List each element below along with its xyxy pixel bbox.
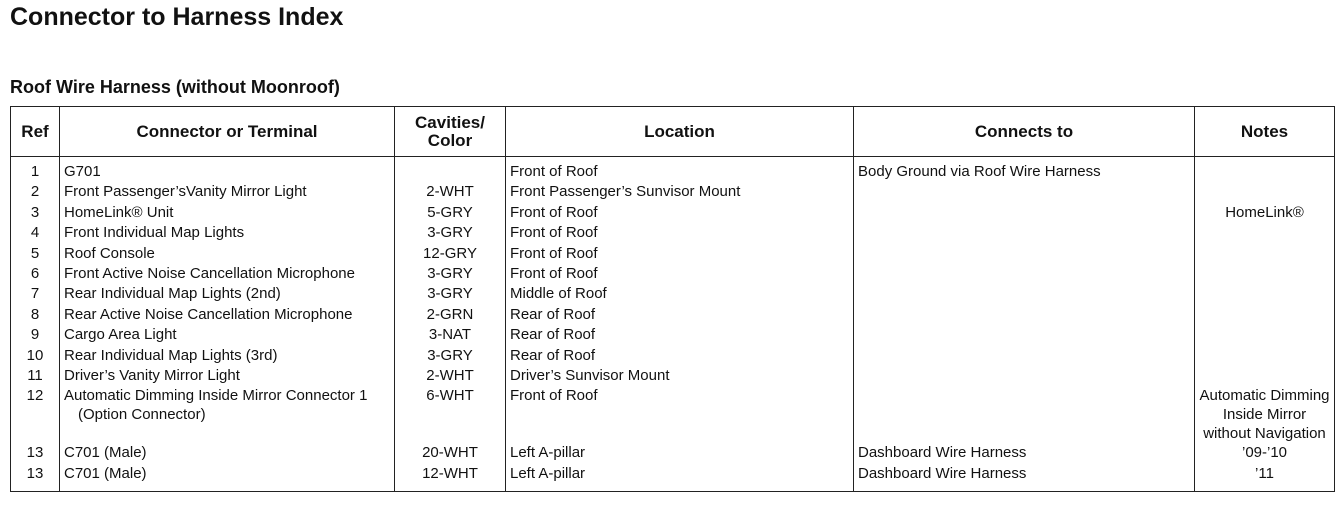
location-cell-text: Rear of Roof	[510, 346, 596, 364]
location-cell-text: Front of Roof	[510, 264, 598, 282]
ref-cell-text: 1	[30, 163, 40, 180]
page-title: Connector to Harness Index	[10, 3, 344, 31]
location-cell-text: Front of Roof	[510, 224, 598, 242]
notes-cell	[1195, 346, 1335, 366]
location-cell-text: Driver’s Sunvisor Mount	[510, 366, 670, 384]
location-cell	[506, 464, 854, 492]
cavities-cell	[395, 443, 506, 463]
connector-cell-text: Roof Console	[64, 244, 155, 262]
location-cell-text: Front of Roof	[510, 203, 598, 221]
location-cell	[506, 305, 854, 325]
connector-cell	[60, 386, 395, 443]
connector-cell	[60, 157, 395, 183]
cavities-cell	[395, 366, 506, 386]
location-cell	[506, 443, 854, 463]
header-connects-to: Connects to	[854, 107, 1195, 157]
connects-to-cell	[854, 366, 1195, 386]
connector-cell	[60, 346, 395, 366]
notes-cell	[1195, 366, 1335, 386]
cavities-cell	[395, 305, 506, 325]
ref-cell-text: 6	[30, 264, 40, 282]
connects-to-cell	[854, 443, 1195, 463]
connects-to-cell-text: Body Ground via Roof Wire Harness	[858, 163, 1101, 180]
connector-cell	[60, 223, 395, 243]
ref-cell	[11, 325, 60, 345]
cavities-cell-text: 2-WHT	[426, 366, 474, 384]
ref-cell-text: 10	[26, 346, 44, 364]
connector-cell-text: Driver’s Vanity Mirror Light	[64, 366, 240, 384]
location-cell-text: Front Passenger’s Sunvisor Mount	[510, 183, 741, 201]
table-row	[11, 157, 1335, 183]
table-row	[11, 284, 1335, 304]
table-row	[11, 464, 1335, 492]
connector-cell	[60, 305, 395, 325]
header-notes: Notes	[1195, 107, 1335, 157]
cavities-cell	[395, 264, 506, 284]
location-cell-text: Rear of Roof	[510, 326, 596, 344]
connects-to-cell-text: Dashboard Wire Harness	[858, 464, 1027, 482]
cavities-cell	[395, 464, 506, 492]
table-row	[11, 366, 1335, 386]
ref-cell-text: 5	[30, 244, 40, 262]
cavities-cell-text: 3-GRY	[427, 224, 473, 242]
ref-cell	[11, 223, 60, 243]
notes-cell	[1195, 203, 1335, 223]
cavities-cell-text: 2-GRN	[426, 305, 474, 323]
connects-to-cell	[854, 464, 1195, 492]
location-cell	[506, 157, 854, 183]
cavities-cell	[395, 244, 506, 264]
connector-cell	[60, 182, 395, 202]
table-row	[11, 223, 1335, 243]
ref-cell-text: 11	[27, 366, 43, 384]
cavities-cell	[395, 182, 506, 202]
connector-cell-text: Front Individual Map Lights	[64, 224, 245, 242]
connector-index-table	[10, 106, 1335, 492]
ref-cell-text: 4	[30, 224, 40, 242]
cavities-cell-text: 20-WHT	[422, 444, 478, 462]
notes-cell	[1195, 464, 1335, 492]
cavities-cell-text: 3-NAT	[428, 326, 472, 344]
table-row	[11, 386, 1335, 443]
connector-cell	[60, 264, 395, 284]
cavities-cell	[395, 223, 506, 243]
connector-cell	[60, 244, 395, 264]
ref-cell-text: 9	[30, 326, 40, 344]
location-cell-text: Front of Roof	[510, 244, 598, 262]
table-row	[11, 244, 1335, 264]
notes-cell-text: ’11	[1255, 464, 1274, 482]
connects-to-cell	[854, 325, 1195, 345]
location-cell	[506, 366, 854, 386]
notes-cell	[1195, 325, 1335, 345]
notes-cell	[1195, 223, 1335, 243]
connector-cell	[60, 203, 395, 223]
connector-cell-text: Cargo Area Light	[64, 326, 177, 344]
cavities-cell	[395, 346, 506, 366]
cavities-cell	[395, 157, 506, 183]
location-cell	[506, 182, 854, 202]
ref-cell	[11, 305, 60, 325]
location-cell	[506, 386, 854, 443]
connects-to-cell	[854, 346, 1195, 366]
connects-to-cell	[854, 305, 1195, 325]
cavities-cell-text: 5-GRY	[427, 203, 473, 221]
cavities-cell-text: 3-GRY	[427, 346, 473, 364]
connects-to-cell	[854, 157, 1195, 183]
cavities-cell-text: 12-WHT	[422, 464, 478, 482]
cavities-cell	[395, 325, 506, 345]
location-cell-text: Left A-pillar	[510, 464, 586, 482]
ref-cell	[11, 244, 60, 264]
ref-cell-text: 8	[30, 305, 40, 323]
connector-cell	[60, 443, 395, 463]
connects-to-cell	[854, 264, 1195, 284]
connector-cell	[60, 284, 395, 304]
notes-cell	[1195, 264, 1335, 284]
ref-cell	[11, 346, 60, 366]
location-cell-text: Rear of Roof	[510, 305, 596, 323]
cavities-cell-text: 6-WHT	[426, 387, 474, 405]
notes-cell-text: Automatic Dimming Inside Mirror without Navigation	[1199, 387, 1330, 443]
connects-to-cell	[854, 223, 1195, 243]
cavities-cell	[395, 386, 506, 443]
connects-to-cell	[854, 284, 1195, 304]
location-cell-text: Left A-pillar	[510, 444, 586, 462]
location-cell	[506, 203, 854, 223]
connects-to-cell	[854, 244, 1195, 264]
connector-cell-text: Rear Individual Map Lights (2nd)	[64, 285, 281, 303]
connector-cell-text: Front Passenger’sVanity Mirror Light	[64, 183, 307, 201]
section-title: Roof Wire Harness (without Moonroof)	[10, 77, 340, 97]
connector-cell-text: Rear Active Noise Cancellation Microphone	[64, 305, 353, 323]
connects-to-cell-text: Dashboard Wire Harness	[858, 444, 1027, 462]
connector-cell-text: Rear Individual Map Lights (3rd)	[64, 346, 278, 364]
location-cell	[506, 346, 854, 366]
cavities-cell-text: 12-GRY	[423, 244, 477, 262]
table-row	[11, 325, 1335, 345]
table-body	[11, 157, 1335, 492]
ref-cell-text: 7	[30, 285, 40, 303]
connector-cell	[60, 366, 395, 386]
ref-cell	[11, 157, 60, 183]
header-connector: Connector or Terminal	[60, 107, 395, 157]
location-cell	[506, 325, 854, 345]
ref-cell-text: 12	[26, 387, 44, 405]
location-cell-text: Front of Roof	[510, 387, 598, 405]
connector-cell-text: Automatic Dimming Inside Mirror Connector 1	[64, 387, 368, 405]
notes-cell	[1195, 443, 1335, 463]
ref-cell	[11, 366, 60, 386]
location-cell	[506, 284, 854, 304]
table-row	[11, 346, 1335, 366]
table-row	[11, 203, 1335, 223]
header-cavities-line2: Color	[427, 130, 473, 150]
ref-cell	[11, 182, 60, 202]
location-cell	[506, 264, 854, 284]
header-location: Location	[506, 107, 854, 157]
ref-cell	[11, 203, 60, 223]
location-cell	[506, 223, 854, 243]
ref-cell	[11, 443, 60, 463]
ref-cell-text: 3	[30, 203, 40, 221]
ref-cell	[11, 464, 60, 492]
location-cell-text: Middle of Roof	[510, 285, 607, 303]
ref-cell	[11, 386, 60, 443]
connector-cell-text: HomeLink® Unit	[64, 203, 174, 221]
connector-cell-text: G701	[64, 163, 101, 180]
connects-to-cell	[854, 386, 1195, 443]
connector-cell-subtext: (Option Connector)	[78, 406, 206, 424]
header-cavities	[395, 107, 506, 157]
connects-to-cell	[854, 182, 1195, 202]
connector-cell-text: C701 (Male)	[64, 464, 147, 482]
location-cell-text: Front of Roof	[510, 163, 598, 180]
cavities-cell-text: 2-WHT	[426, 183, 474, 201]
connector-cell	[60, 325, 395, 345]
cavities-cell	[395, 203, 506, 223]
header-cavities-line1: Cavities/	[415, 112, 485, 132]
notes-cell	[1195, 182, 1335, 202]
connects-to-cell	[854, 203, 1195, 223]
ref-cell-text: 13	[26, 464, 44, 482]
ref-cell	[11, 284, 60, 304]
notes-cell	[1195, 386, 1335, 443]
connector-cell-text: Front Active Noise Cancellation Microphone	[64, 264, 355, 282]
notes-cell-text: HomeLink®	[1225, 203, 1304, 221]
table-row	[11, 182, 1335, 202]
ref-cell-text: 2	[30, 183, 40, 201]
table-row	[11, 305, 1335, 325]
notes-cell-text: ’09-’10	[1241, 444, 1288, 462]
table-row	[11, 264, 1335, 284]
ref-cell	[11, 264, 60, 284]
header-ref: Ref	[11, 107, 60, 157]
cavities-cell-text: 3-GRY	[427, 264, 473, 282]
table-header-row	[11, 107, 1335, 157]
location-cell	[506, 244, 854, 264]
notes-cell	[1195, 305, 1335, 325]
cavities-cell-text: 3-GRY	[427, 285, 473, 303]
table-row	[11, 443, 1335, 463]
notes-cell	[1195, 157, 1335, 183]
notes-cell	[1195, 284, 1335, 304]
connector-cell-text: C701 (Male)	[64, 444, 147, 462]
ref-cell-text: 13	[26, 444, 44, 462]
connector-cell	[60, 464, 395, 492]
cavities-cell	[395, 284, 506, 304]
notes-cell	[1195, 244, 1335, 264]
